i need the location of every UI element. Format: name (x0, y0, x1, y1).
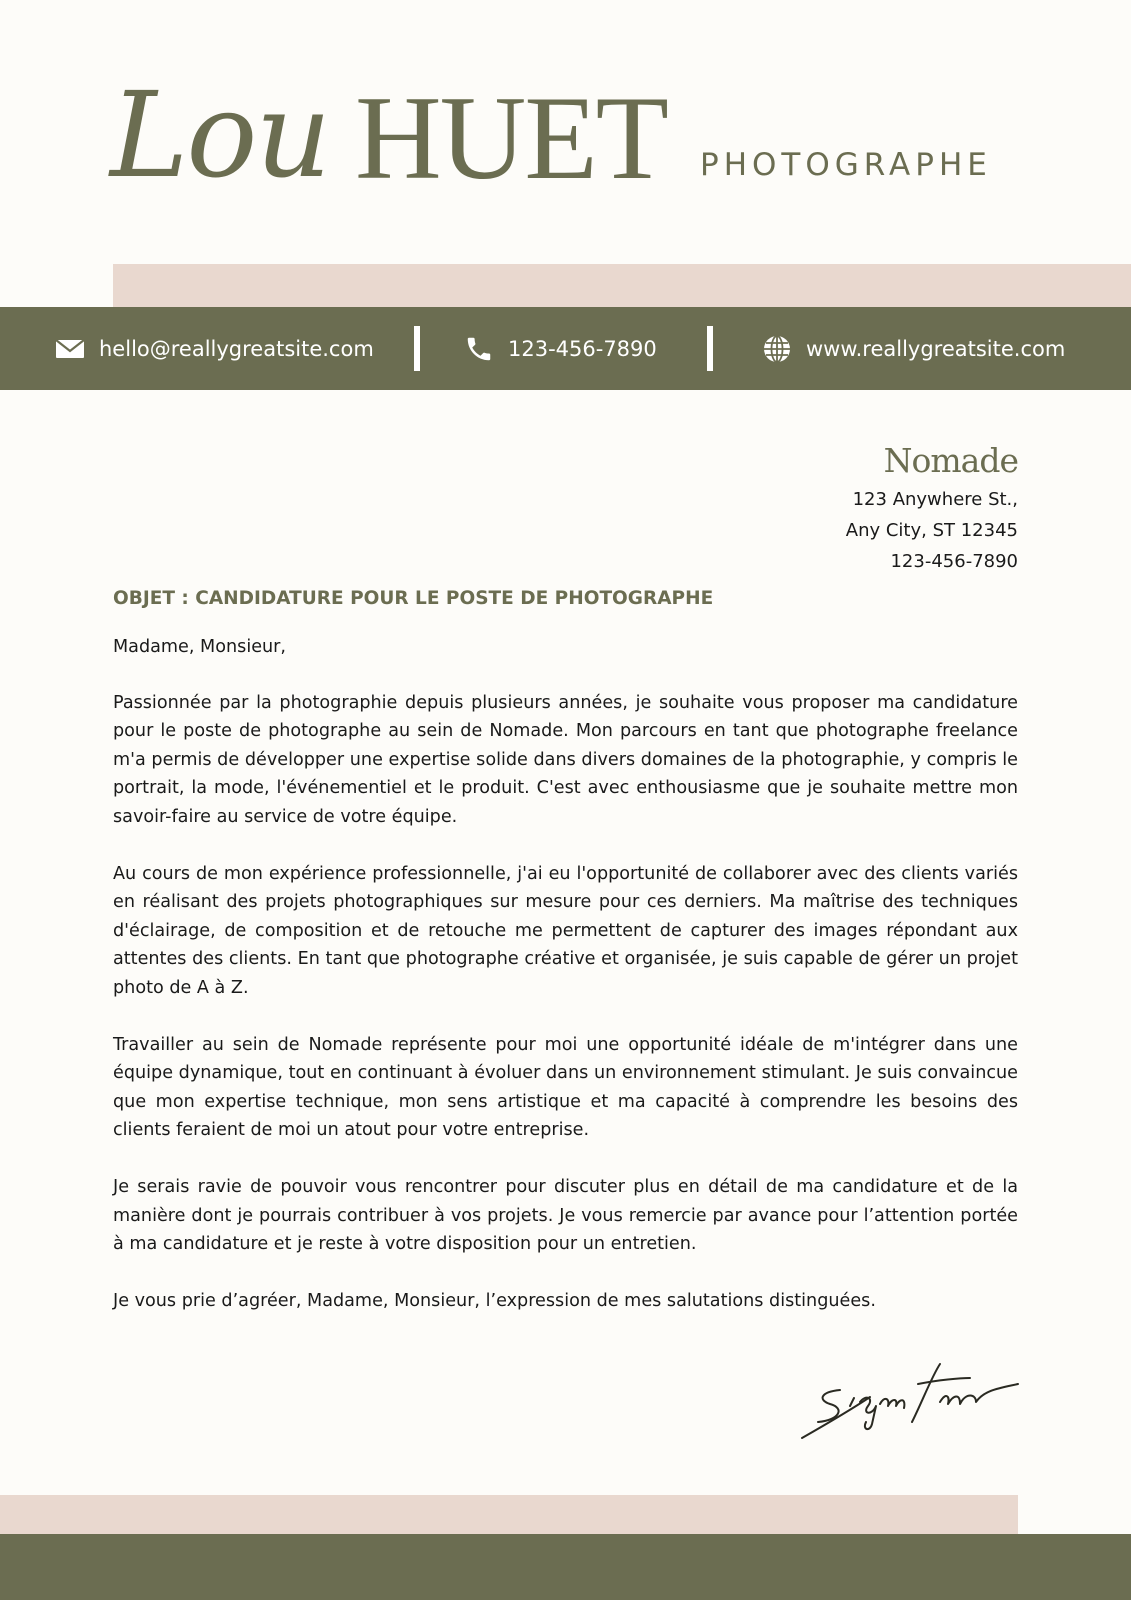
letter-closing: Je vous prie d’agréer, Madame, Monsieur, l’expression de mes salutations distinguées. (113, 1290, 876, 1311)
phone-text: 123-456-7890 (508, 336, 657, 361)
recipient-phone: 123-456-7890 (890, 551, 1018, 572)
letter-paragraph: Je serais ravie de pouvoir vous rencontrer pour discuter plus en détail de ma candidature et de la manière dont je pourrais contribuer à vos projets. Je vous remercie par avance pour l’attention portée à ma candidature et je reste à votre disposition pour un entretien. (113, 1176, 1018, 1255)
job-title: PHOTOGRAPHE (700, 147, 992, 183)
letter-body (113, 633, 1018, 1343)
contact-phone (464, 307, 657, 390)
phone-icon (464, 334, 494, 364)
footer-band (0, 1534, 1131, 1600)
letter-paragraph: Passionnée par la photographie depuis plusieurs années, je souhaite vous proposer ma candidature pour le poste de photographe au sein de Nomade. Mon parcours en tant que photographe freelance m'a permis de développer une expertise solide dans divers domaines de la photographie, y compris le portrait, la mode, l'événementiel et le produit. C'est avec enthousiasme que je souhaite mettre mon savoir-faire au service de votre équipe. (113, 692, 1018, 827)
contact-divider (707, 326, 713, 371)
header-name-block (110, 66, 1030, 204)
letter-paragraph: Travailler au sein de Nomade représente pour moi une opportunité idéale de m'intégrer dans une équipe dynamique, tout en continuant à évoluer dans un environnement stimulant. Je suis convaincue que mon expertise technique, mon sens artistique et ma capacité à comprendre les besoins des clients feraient de moi un atout pour votre entreprise. (113, 1034, 1018, 1141)
recipient-address-line2: Any City, ST 12345 (845, 520, 1018, 541)
letter-subject: OBJET : CANDIDATURE POUR LE POSTE DE PHOTOGRAPHE (113, 588, 714, 609)
contact-email (55, 307, 374, 390)
globe-icon (762, 334, 792, 364)
contact-divider (414, 326, 420, 371)
letter-salutation: Madame, Monsieur, (113, 637, 287, 657)
last-name: HUET (355, 71, 667, 204)
first-name: Lou (110, 66, 330, 204)
decorative-band-bottom (0, 1495, 1018, 1535)
contact-bar (0, 307, 1131, 390)
contact-website (762, 307, 1065, 390)
decorative-band-top (113, 264, 1131, 308)
signature (800, 1362, 1020, 1442)
website-text: www.reallygreatsite.com (806, 336, 1066, 361)
envelope-icon (55, 338, 85, 360)
email-text: hello@reallygreatsite.com (99, 336, 374, 361)
recipient-block (846, 438, 1018, 577)
recipient-address-line1: 123 Anywhere St., (852, 489, 1018, 510)
recipient-name: Nomade (883, 441, 1018, 480)
letter-paragraph: Au cours de mon expérience professionnelle, j'ai eu l'opportunité de collaborer avec des clients variés en réalisant des projets photographiques sur mesure pour ces derniers. Ma maîtrise des techniques d'éclairage, de composition et de retouche me permettent de capturer des images répondant aux attentes des clients. En tant que photographe créative et organisée, je suis capable de gérer un projet photo de A à Z. (113, 863, 1018, 998)
